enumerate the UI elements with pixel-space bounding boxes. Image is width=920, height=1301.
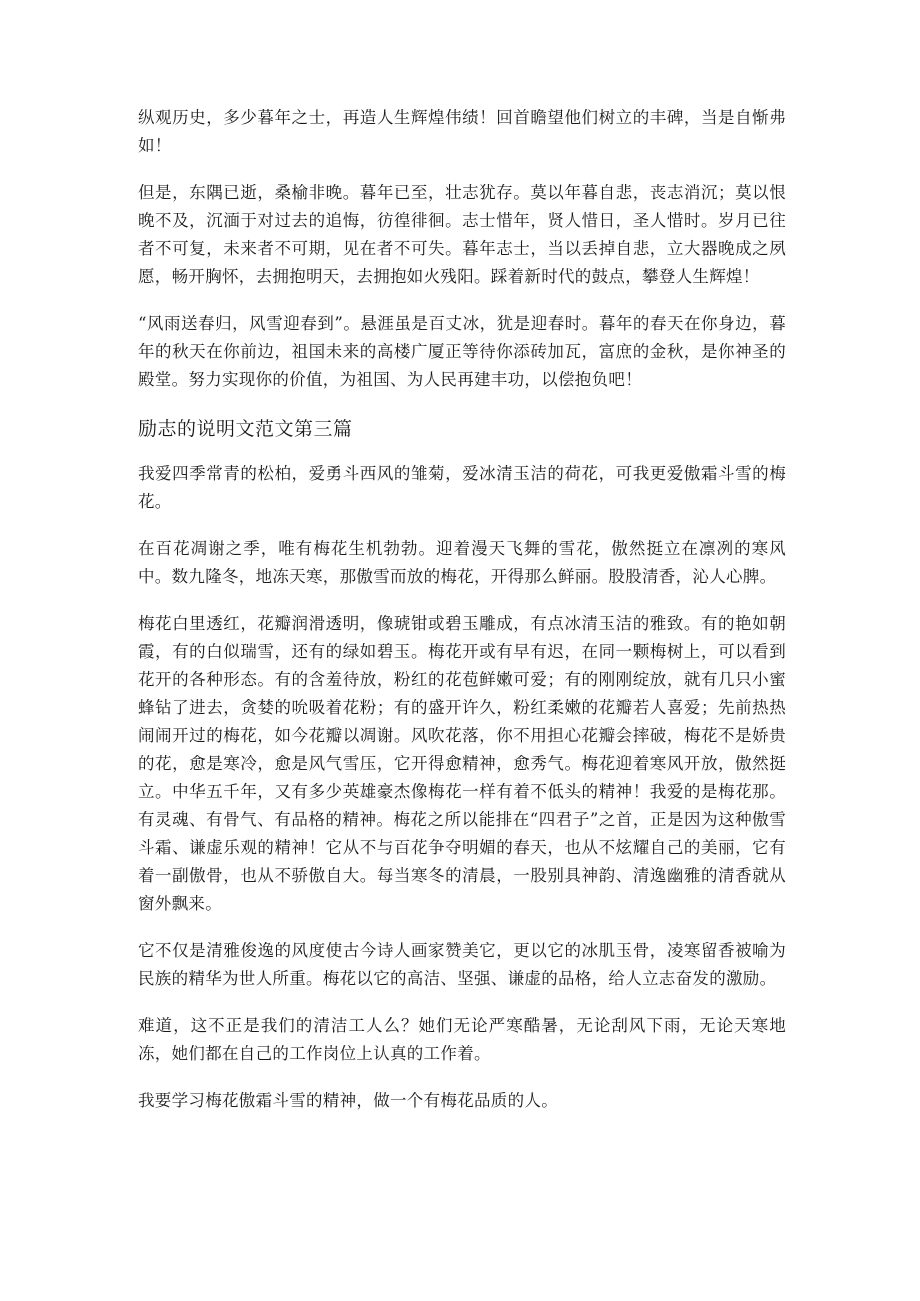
paragraph-love-plum: 我爱四季常青的松柏，爱勇斗西风的雏菊，爱冰清玉洁的荷花，可我更爱傲霜斗雪的梅花。 [138, 464, 786, 511]
paragraph-plum-description: 梅花白里透红，花瓣润滑透明，像琥钳或碧玉雕成，有点冰清玉洁的雅致。有的艳如朝霞，有的白似瑞雪，还有的绿如碧玉。梅花开或有早有迟，在同一颗梅树上，可以看到花开的各种形态。有的含羞待放，粉红的花苞鲜嫩可爱；有的刚刚绽放，就有几只小蜜蜂钻了进去，贪婪的吮吸着花粉；有的盛开许久，粉红柔嫩的花瓣若人喜爱；先前热热闹闹开过的梅花，如今花瓣以凋谢。风吹花落，你不用担心花瓣会摔破，梅花不是娇贵的花，愈是寒冷，愈是风气雪压，它开得愈精神，愈秀气。梅花迎着寒风开放，傲然挺立。中华五千年，又有多少英雄豪杰像梅花一样有着不低头的精神！我爱的是梅花那。有灵魂、有骨气、有品格的精神。梅花之所以能排在“四君子”之首，正是因为这种傲雪斗霜、谦虚乐观的精神！它从不与百花争夺明媚的春天，也从不炫耀自己的美丽，它有着一副傲骨，也从不骄傲自大。每当寒冬的清晨，一股别具神韵、清逸幽雅的清香就从窗外飘来。 [138, 614, 786, 913]
paragraph-plum-praise: 它不仅是清雅俊逸的风度使古今诗人画家赞美它，更以它的冰肌玉骨，凌寒留香被喻为民族的精华为世人所重。梅花以它的高洁、坚强、谦虚的品格，给人立志奋发的激励。 [138, 941, 786, 988]
document-page [138, 104, 786, 1134]
paragraph-spring-welcome: “风雨送春归，风雪迎春到”。悬涯虽是百丈冰，犹是迎春时。暮年的春天在你身边，暮年的秋天在你前边，祖国未来的高楼广厦正等待你添砖加瓦，富庶的金秋，是你神圣的殿堂。努力实现你的价值，为祖国、为人民再建丰功，以偿抱负吧！ [138, 314, 786, 389]
paragraph-winter-bloom: 在百花凋谢之季，唯有梅花生机勃勃。迎着漫天飞舞的雪花，傲然挺立在凛冽的寒风中。数九隆冬，地冻天寒，那傲雪而放的梅花，开得那么鲜丽。股股清香，沁人心脾。 [138, 539, 786, 586]
paragraph-conclusion: 我要学习梅花傲霜斗雪的精神，做一个有梅花品质的人。 [138, 1091, 558, 1110]
paragraph-history: 纵观历史，多少暮年之士，再造人生辉煌伟绩！回首瞻望他们树立的丰碑，当是自惭弗如！ [138, 108, 786, 155]
section-heading: 励志的说明文范文第三篇 [138, 418, 353, 440]
paragraph-not-too-late: 但是，东隅已逝，桑榆非晚。暮年已至，壮志犹存。莫以年暮自悲，丧志消沉；莫以恨晚不及，沉湎于对过去的追悔，彷徨徘徊。志士惜年，贤人惜日，圣人惜时。岁月已往者不可复，未来者不可期，见在者不可失。暮年志士，当以丢掉自悲，立大器晚成之夙愿，畅开胸怀，去拥抱明天，去拥抱如火残阳。踩着新时代的鼓点，攀登人生辉煌！ [138, 183, 786, 286]
paragraph-cleaners: 难道，这不正是我们的清洁工人么？她们无论严寒酷暑，无论刮风下雨，无论天寒地冻，她们都在自己的工作岗位上认真的工作着。 [138, 1016, 786, 1063]
